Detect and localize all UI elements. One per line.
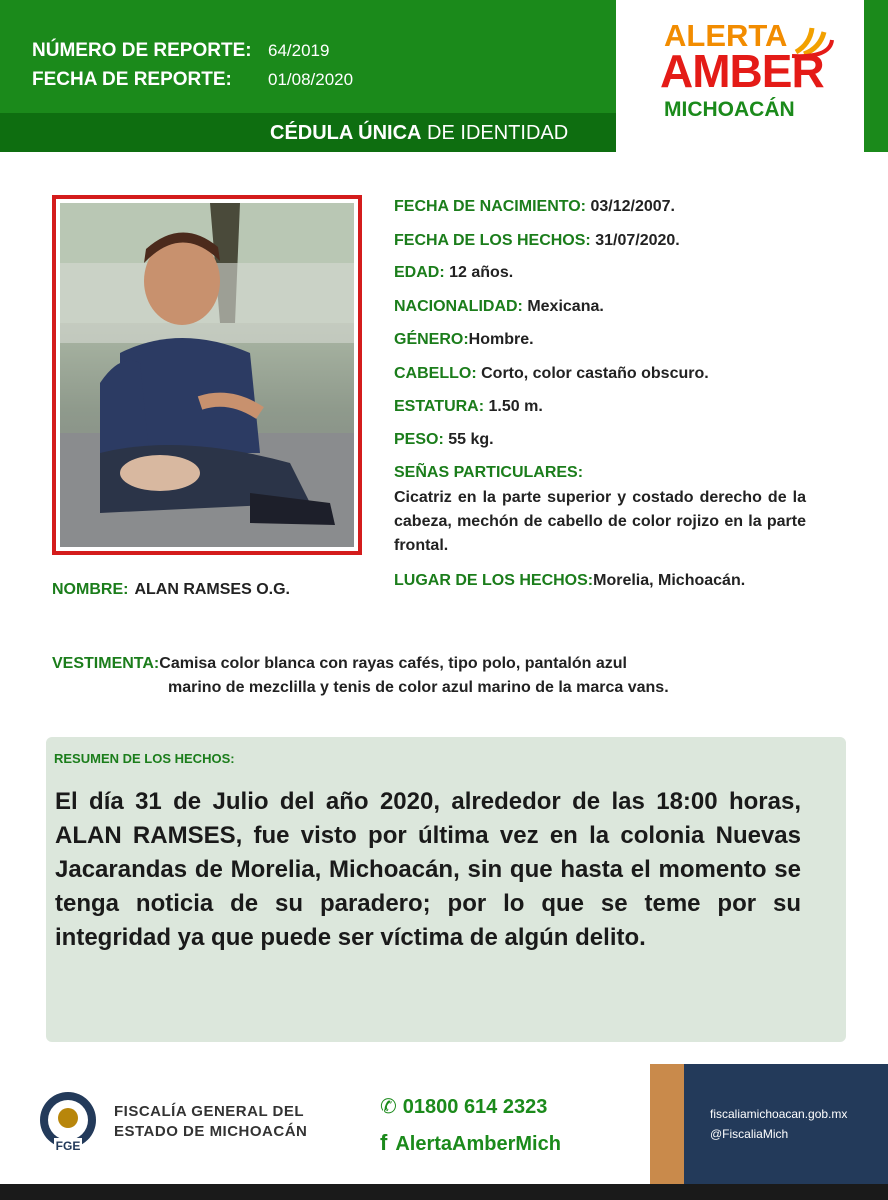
seal-text: FGE: [55, 1139, 81, 1153]
missing-person-photo-frame: [52, 195, 362, 555]
vestimenta-block: [52, 652, 812, 700]
estatura-value: 1.50 m.: [488, 398, 543, 415]
senas-value: Cicatriz en la parte superior y costado derecho de la cabeza, mechón de cabello de color rojizo en la parte frontal.: [394, 489, 806, 554]
photo-illustration: [60, 203, 354, 547]
report-number-label: NÚMERO DE REPORTE:: [32, 40, 252, 61]
lugar-label: LUGAR DE LOS HECHOS:: [394, 572, 594, 589]
vestimenta-line2: marino de mezclilla y tenis de color azul marino de la marca vans.: [168, 679, 669, 696]
edad-value: 12 años.: [449, 264, 514, 281]
nacimiento-value: 03/12/2007.: [590, 198, 675, 215]
missing-person-photo: [60, 203, 354, 547]
facebook-row: [380, 1130, 561, 1156]
cedula-bold: CÉDULA ÚNICA: [270, 122, 422, 144]
phone-number[interactable]: 01800 614 2323: [402, 1096, 548, 1118]
field-nacionalidad: [394, 298, 604, 316]
report-number: 64/2019: [268, 41, 330, 60]
field-estatura: [394, 398, 543, 416]
website-link[interactable]: fiscaliamichoacan.gob.mx: [710, 1107, 848, 1121]
logo-michoacan: MICHOACÁN: [664, 98, 795, 121]
report-date: 01/08/2020: [268, 70, 354, 89]
signal-waves-icon: [790, 22, 834, 62]
vestimenta-label: VESTIMENTA:: [52, 655, 160, 672]
fge-seal-icon: [36, 1090, 100, 1154]
nombre-value: ALAN RAMSES O.G.: [134, 581, 290, 598]
resumen-body: El día 31 de Julio del año 2020, alrededor de las 18:00 horas, ALAN RAMSES, fue visto por última vez en la colonia Nuevas Jacarandas de Morelia, Michoacán, sin que hasta el momento se tenga noticia de su paradero; por lo que se teme por su integridad ya que puede ser víctima de algún delito.: [55, 788, 801, 951]
facebook-handle[interactable]: AlertaAmberMich: [395, 1133, 561, 1155]
cabello-value: Corto, color castaño obscuro.: [481, 365, 709, 382]
phone-row: [380, 1094, 547, 1119]
field-genero: [394, 331, 534, 349]
edad-label: EDAD:: [394, 264, 445, 281]
report-number-row: [32, 40, 329, 62]
field-cabello: [394, 365, 709, 383]
cedula-title: [270, 122, 568, 145]
cabello-label: CABELLO:: [394, 365, 477, 382]
nombre-row: [52, 581, 290, 599]
alerta-amber-logo: [636, 14, 846, 134]
fiscalia-line2: ESTADO DE MICHOACÁN: [114, 1123, 308, 1140]
nombre-label: NOMBRE:: [52, 581, 129, 598]
footer: [0, 1060, 888, 1200]
phone-icon: ✆: [380, 1096, 397, 1118]
twitter-handle[interactable]: @FiscaliaMich: [710, 1127, 789, 1141]
logo-alerta: ALERTA: [664, 18, 788, 53]
field-lugar: [394, 572, 745, 590]
footer-bottom-bar: [0, 1184, 888, 1200]
resumen-panel: [46, 737, 846, 1042]
fiscalia-line1: FISCALÍA GENERAL DEL: [114, 1103, 305, 1120]
fiscalia-name: [114, 1102, 307, 1142]
field-nacimiento: [394, 198, 675, 216]
web-links: [710, 1104, 847, 1144]
genero-value: Hombre.: [468, 331, 534, 348]
genero-label: GÉNERO:: [394, 331, 469, 348]
nacionalidad-label: NACIONALIDAD:: [394, 298, 523, 315]
report-date-label: FECHA DE REPORTE:: [32, 69, 232, 90]
report-date-row: [32, 69, 353, 91]
header-right-bar: [864, 0, 888, 152]
resumen-title: RESUMEN DE LOS HECHOS:: [54, 751, 235, 766]
nacimiento-label: FECHA DE NACIMIENTO:: [394, 198, 586, 215]
peso-label: PESO:: [394, 431, 444, 448]
facebook-icon: f: [380, 1130, 388, 1155]
field-edad: [394, 264, 513, 282]
vestimenta-line1: Camisa color blanca con rayas cafés, tipo polo, pantalón azul: [159, 655, 627, 672]
lugar-value: Morelia, Michoacán.: [593, 572, 746, 589]
cedula-rest: DE IDENTIDAD: [421, 122, 569, 144]
peso-value: 55 kg.: [448, 431, 494, 448]
field-peso: [394, 431, 494, 449]
header: [0, 0, 888, 152]
logo-amber: AMBER: [660, 45, 824, 97]
field-senas: [394, 464, 583, 482]
field-hechos: [394, 232, 680, 250]
footer-orange-strip: [650, 1064, 684, 1184]
hechos-value: 31/07/2020.: [595, 232, 680, 249]
nacionalidad-value: Mexicana.: [527, 298, 604, 315]
hechos-label: FECHA DE LOS HECHOS:: [394, 232, 591, 249]
estatura-label: ESTATURA:: [394, 398, 485, 415]
senas-label: SEÑAS PARTICULARES:: [394, 464, 584, 481]
